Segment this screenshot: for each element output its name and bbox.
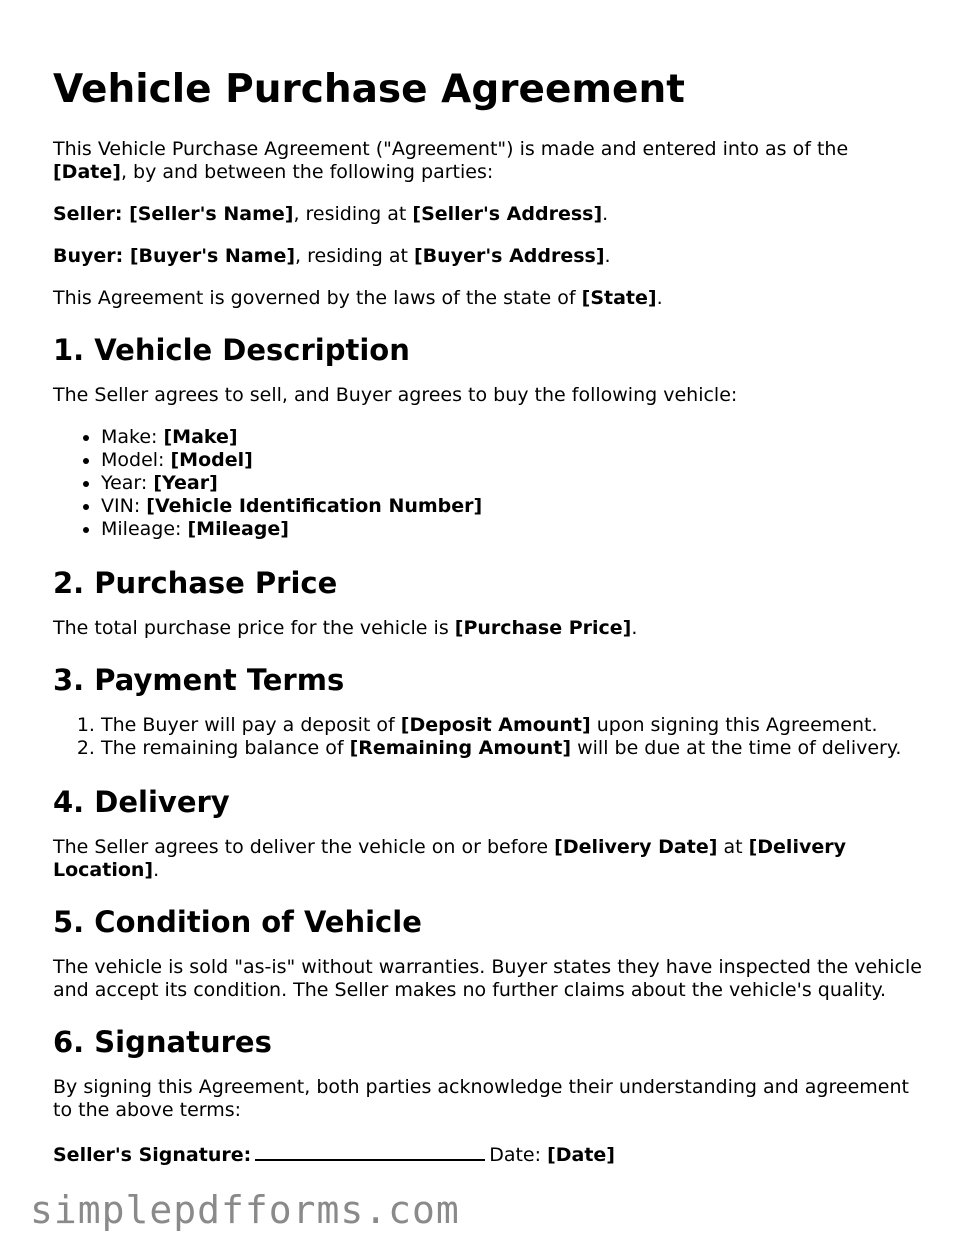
delivery-location-placeholder: [Delivery Location] [53,836,846,881]
condition-paragraph: The vehicle is sold "as-is" without warranties. Buyer states they have inspected the vehicle and accept its condition. The Seller makes no further claims about the vehicle's quality. [53,956,922,1001]
intro-paragraph [53,138,923,184]
year-placeholder: [Year] [153,472,218,494]
signature-date-label: Date: [489,1144,548,1166]
buyer-residing: , residing at [295,245,414,267]
list-item [101,518,923,541]
document-page [53,66,923,1186]
vehicle-description-text: The Seller agrees to sell, and Buyer agrees to buy the following vehicle: [53,384,738,406]
purchase-price-placeholder: [Purchase Price] [454,617,632,639]
seller-end: . [602,203,609,225]
seller-paragraph [53,203,923,226]
list-item [101,714,923,737]
watermark: simplepdfforms.com [30,1188,460,1232]
seller-signature-line[interactable] [255,1141,485,1161]
buyer-end: . [604,245,611,267]
governing-text: This Agreement is governed by the laws of the state of [53,287,582,309]
list-item [101,495,923,518]
seller-signature-row [53,1141,923,1167]
vehicle-details-list [53,426,923,541]
state-placeholder: [State] [581,287,657,309]
list-item [101,737,923,760]
delivery-text: The Seller agrees to deliver the vehicle on or before [53,836,555,858]
deposit-text: The Buyer will pay a deposit of [101,714,401,736]
purchase-price-paragraph [53,617,923,640]
signatures-paragraph: By signing this Agreement, both parties acknowledge their understanding and agreement to the above terms: [53,1076,909,1121]
model-placeholder: [Model] [170,449,253,471]
section-heading-delivery: 4. Delivery [53,785,230,819]
section-heading-vehicle-description: 1. Vehicle Description [53,333,410,367]
buyer-paragraph [53,245,923,268]
seller-residing: , residing at [293,203,413,225]
delivery-at: at [717,836,749,858]
delivery-date-placeholder: [Delivery Date] [554,836,718,858]
buyer-label: Buyer: [Buyer's Name] [53,245,296,267]
vin-label: VIN: [101,495,147,517]
seller-label: Seller: [Seller's Name] [53,203,294,225]
make-placeholder: [Make] [163,426,238,448]
section-heading-signatures: 6. Signatures [53,1025,272,1059]
purchase-price-end: . [631,617,638,639]
list-item [101,426,923,449]
balance-placeholder: [Remaining Amount] [349,737,572,759]
balance-text-end: will be due at the time of delivery. [571,737,902,759]
mileage-placeholder: [Mileage] [187,518,289,540]
section-heading-purchase-price: 2. Purchase Price [53,566,338,600]
buyer-address-placeholder: [Buyer's Address] [414,245,605,267]
model-label: Model: [101,449,171,471]
delivery-end: . [153,859,160,881]
delivery-paragraph [53,836,923,882]
list-item [101,472,923,495]
year-label: Year: [101,472,154,494]
deposit-text-end: upon signing this Agreement. [590,714,878,736]
section-heading-payment-terms: 3. Payment Terms [53,663,345,697]
make-label: Make: [101,426,164,448]
seller-signature-label: Seller's Signature: [53,1144,252,1166]
payment-terms-list [53,714,923,760]
purchase-price-text: The total purchase price for the vehicle is [53,617,455,639]
mileage-label: Mileage: [101,518,188,540]
vin-placeholder: [Vehicle Identification Number] [146,495,483,517]
deposit-placeholder: [Deposit Amount] [400,714,591,736]
intro-text: This Vehicle Purchase Agreement ("Agreement") is made and entered into as of the [53,138,849,160]
section-heading-condition: 5. Condition of Vehicle [53,905,422,939]
balance-text: The remaining balance of [101,737,350,759]
governing-paragraph [53,287,923,310]
document-title: Vehicle Purchase Agreement [53,67,685,112]
signature-date-placeholder: [Date] [547,1144,615,1166]
governing-end: . [656,287,663,309]
intro-text-end: , by and between the following parties: [120,161,494,183]
list-item [101,449,923,472]
intro-date-placeholder: [Date] [53,161,121,183]
seller-address-placeholder: [Seller's Address] [412,203,603,225]
